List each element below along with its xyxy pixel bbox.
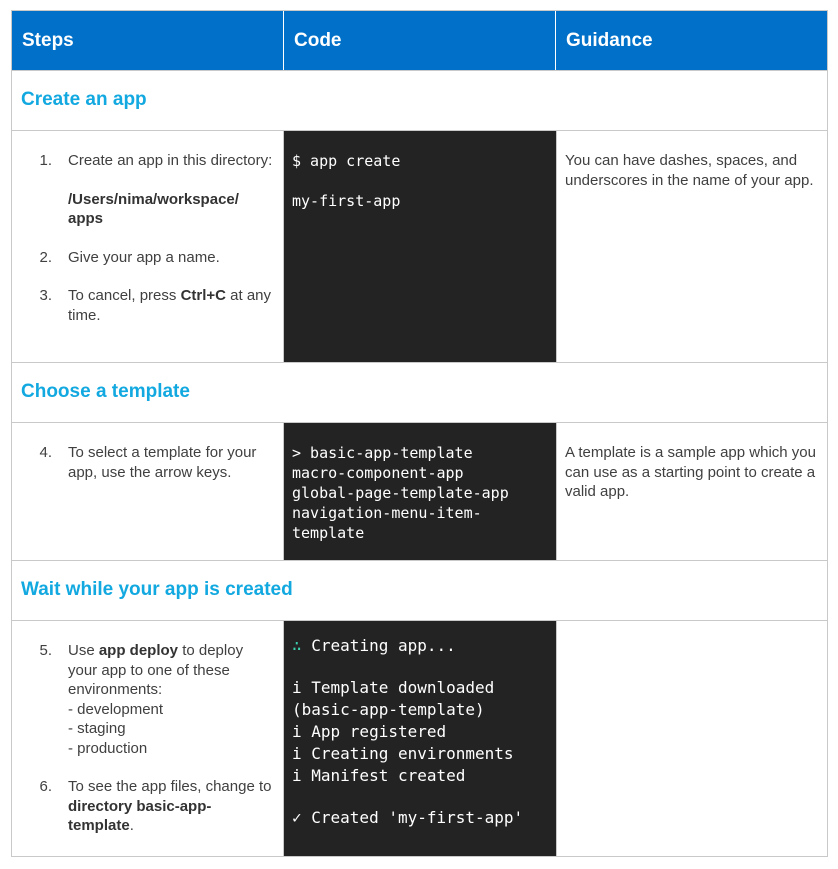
guidance-text [556, 621, 827, 856]
code-line-success: ✓ Created 'my-first-app' [292, 808, 524, 827]
code-line: ∴ Creating app... [292, 636, 456, 655]
header-steps: Steps [12, 11, 284, 70]
step-number: 1. [39, 152, 52, 169]
code-line: macro-component-app [292, 464, 464, 482]
header-code: Code [284, 11, 556, 70]
code-block [284, 423, 556, 560]
section-title-choose-template: Choose a template [12, 362, 827, 422]
code-line: $ app create [292, 152, 401, 170]
step-number: 4. [39, 444, 52, 461]
step-text: Use app deploy to deploy your app to one of these environments: [68, 642, 244, 698]
step-text: To cancel, press Ctrl+C at any time. [68, 287, 272, 324]
steps-cell [12, 131, 284, 362]
guidance-text: You can have dashes, spaces, and underscores in the name of your app. [556, 131, 827, 362]
step-number: 5. [39, 642, 52, 659]
step-number: 6. [39, 778, 52, 795]
code-line: (basic-app-template) [292, 700, 485, 719]
steps-cell [12, 621, 284, 856]
section-title-wait: Wait while your app is created [12, 560, 827, 620]
code-line: template [292, 524, 365, 542]
step-item [22, 443, 275, 482]
step-item [22, 151, 275, 229]
code-line: my-first-app [292, 192, 401, 210]
directory-name: directory basic-app-template [68, 797, 212, 834]
step-number: 3. [39, 287, 52, 304]
table-header [12, 11, 827, 70]
code-line: global-page-template-app [292, 484, 509, 502]
env-item: - staging [68, 720, 126, 737]
step-text: To see the app files, change to directory basic-app-template. [68, 778, 272, 834]
code-line: i Manifest created [292, 766, 466, 785]
spinner-icon: ∴ [292, 636, 302, 655]
code-block [284, 621, 556, 856]
shortcut-key: Ctrl+C [180, 287, 226, 304]
step-text: Create an app in this directory: [68, 152, 273, 169]
step-number: 2. [39, 248, 52, 266]
env-item: - development [68, 700, 164, 718]
table-row [12, 130, 827, 362]
step-text: Give your app a name. [68, 248, 220, 266]
step-item [22, 286, 275, 325]
step-item [22, 641, 275, 758]
step-item [22, 248, 275, 268]
code-line: i Creating environments [292, 744, 514, 763]
steps-table [11, 10, 828, 857]
directory-path: /Users/nima/workspace/ apps [68, 190, 239, 227]
guidance-text: A template is a sample app which you can use as a starting point to create a valid app. [556, 423, 827, 560]
header-guidance: Guidance [566, 30, 653, 51]
command-name: app deploy [98, 642, 179, 659]
code-line: > basic-app-template [292, 444, 473, 462]
env-item: - production [68, 739, 148, 757]
code-line: i App registered [292, 722, 447, 741]
code-block [284, 131, 556, 362]
step-item [22, 777, 275, 836]
code-line: navigation-menu-item- [292, 504, 482, 522]
steps-cell [12, 423, 284, 560]
step-text: To select a template for your app, use the arrow keys. [68, 444, 257, 481]
table-row [12, 422, 827, 560]
code-line: i Template downloaded [292, 678, 495, 697]
table-row [12, 620, 827, 856]
section-title-create-app: Create an app [12, 70, 827, 130]
